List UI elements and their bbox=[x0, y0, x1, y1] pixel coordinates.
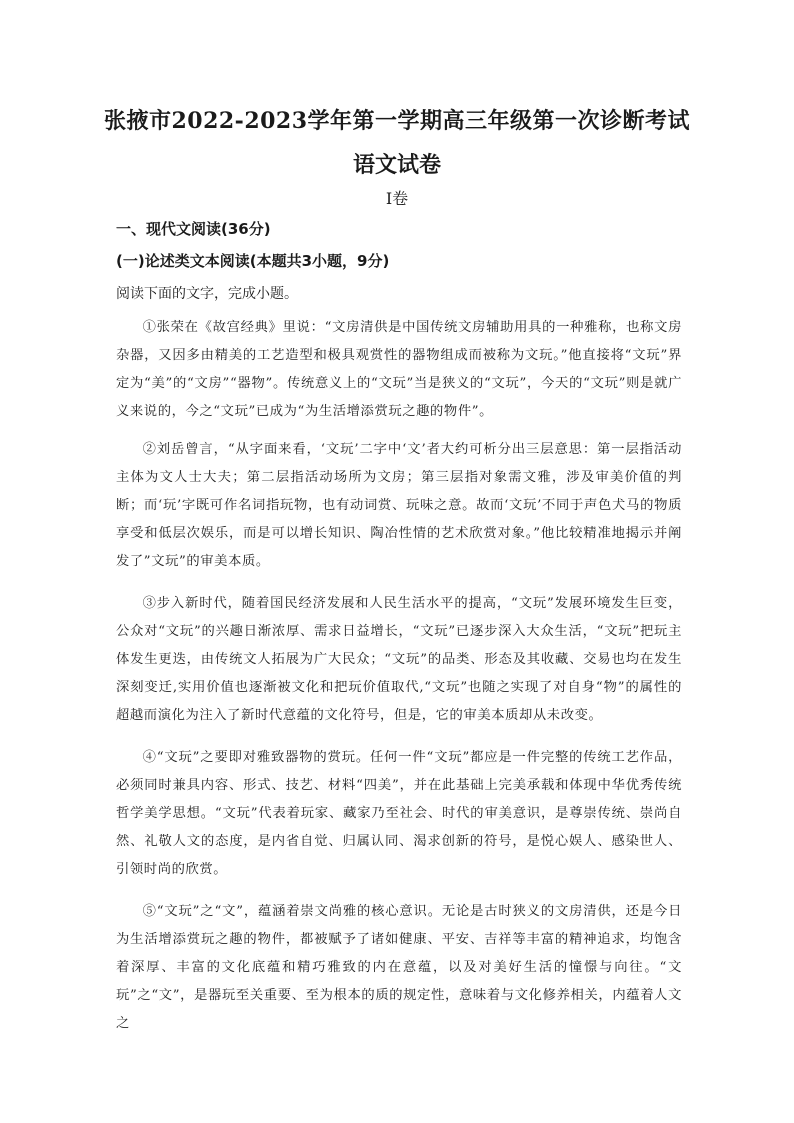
paragraph-5: ⑤“文玩”之“文”，蕴涵着崇文尚雅的核心意识。无论是古时狭义的文房清供，还是今日为生活增添赏玩之趣的物件，都被赋予了诸如健康、平安、吉祥等丰富的精神追求，均饱含着深厚、丰富的文化底蕴和精巧雅致的内在意蕴，以及对美好生活的憧憬与向往。“文玩”之“文”，是器玩至关重要、至为根本的质的规定性，意味着与文化修养相关，内蕴着人文之 bbox=[116, 904, 682, 1031]
paragraph-1: ①张荣在《故宫经典》里说：“文房清供是中国传统文房辅助用具的一种雅称，也称文房杂器，又因多由精美的工艺造型和极具观赏性的器物组成而被称为文玩。”他直接将“文玩”界定为“美”的“文房”“器物”。传统意义上的“文玩”当是狭义的“文玩”，今天的“文玩”则是就广义来说的，今之“文玩”已成为“为生活增添赏玩之趣的物件”。 bbox=[116, 320, 682, 419]
exam-title: 张掖市2022-2023学年第一学期高三年级第一次诊断考试 bbox=[103, 108, 691, 134]
volume-label: I卷 bbox=[385, 189, 409, 208]
reading-instruction: 阅读下面的文字，完成小题。 bbox=[116, 286, 298, 302]
exam-subtitle: 语文试卷 bbox=[352, 152, 441, 178]
subsection-heading: (一)论述类文本阅读(本题共3小题，9分) bbox=[116, 252, 390, 270]
paragraph-4: ④“文玩”之要即对雅致器物的赏玩。任何一件“文玩”都应是一件完整的传统工艺作品，必须同时兼具内容、形式、技艺、材料“四美”，并在此基础上完美承载和体现中华优秀传统哲学美学思想。“文玩”代表着玩家、藏家乃至社会、时代的审美意识，是尊崇传统、崇尚自然、礼敬人文的态度，是内省自觉、归属认同、渴求创新的符号，是悦心娱人、感染世人、引领时尚的欣赏。 bbox=[116, 750, 682, 877]
paragraph-3: ③步入新时代，随着国民经济发展和人民生活水平的提高，“文玩”发展环境发生巨变，公众对“文玩”的兴趣日渐浓厚、需求日益增长，“文玩”已逐步深入大众生活，“文玩”把玩主体发生更迭，由传统文人拓展为广大民众；“文玩”的品类、形态及其收藏、交易也均在发生深刻变迁,实用价值也逐渐被文化和把玩价值取代,“文玩”也随之实现了对自身“物”的属性的超越而演化为注入了新时代意蕴的文化符号，但是，它的审美本质却从未改变。 bbox=[116, 596, 682, 723]
paragraph-2: ②刘岳曾言，“从字面来看，‘文玩’二字中‘文’者大约可析分出三层意思：第一层指活动主体为文人士大夫；第二层指活动场所为文房；第三层指对象需文雅，涉及审美价值的判断；而‘玩’字既可作名词指玩物，也有动词赏、玩味之意。故而‘文玩’不同于声色犬马的物质享受和低层次娱乐，而是可以增长知识、陶冶性情的艺术欣赏对象。”他比较精准地揭示并阐发了”文玩”的审美本质。 bbox=[116, 442, 682, 569]
section-heading: 一、现代文阅读(36分) bbox=[116, 220, 271, 238]
